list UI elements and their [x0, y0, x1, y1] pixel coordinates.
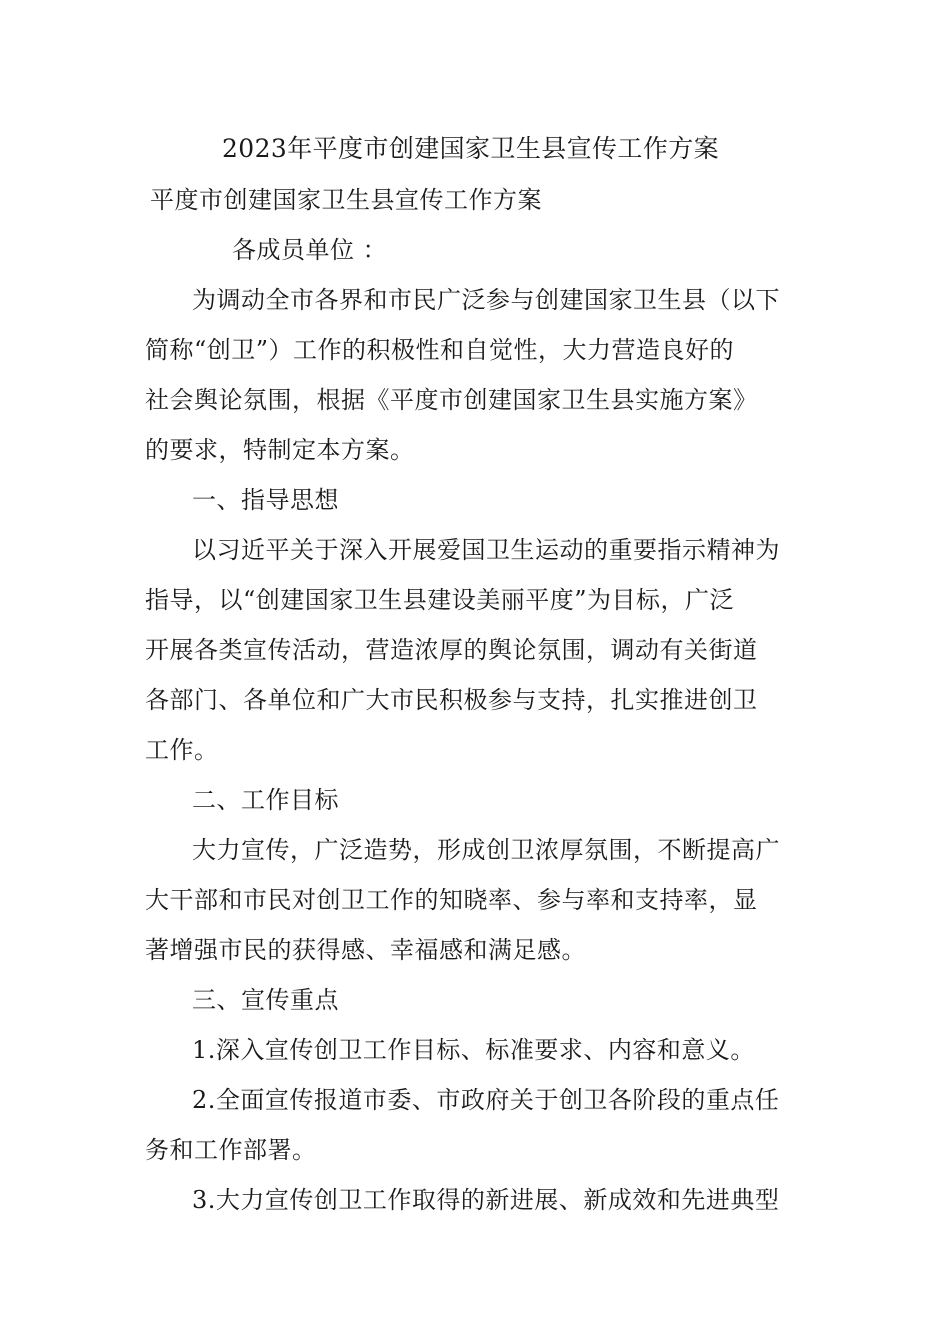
section-heading: 一、指导思想 [192, 486, 339, 514]
list-item: 3.大力宣传创卫工作取得的新进展、新成效和先进典型 [192, 1186, 780, 1214]
intro-line: 社会舆论氛围，根据《平度市创建国家卫生县实施方案》 [145, 386, 758, 414]
salutation: 各成员单位 ： [232, 236, 388, 264]
section-line: 大力宣传，广泛造势，形成创卫浓厚氛围，不断提高广 [192, 836, 780, 864]
section-line: 开展各类宣传活动，营造浓厚的舆论氛围，调动有关街道 [145, 636, 758, 664]
document-title: 2023年平度市创建国家卫生县宣传工作方案 [222, 134, 720, 163]
section-line: 大干部和市民对创卫工作的知晓率、参与率和支持率，显 [145, 886, 758, 914]
list-item-continuation: 务和工作部署。 [145, 1136, 317, 1164]
intro-line: 简称“创卫”）工作的积极性和自觉性，大力营造良好的 [145, 336, 735, 364]
section-heading: 二、工作目标 [192, 786, 339, 814]
section-heading: 三、宣传重点 [192, 986, 339, 1014]
list-item: 1.深入宣传创卫工作目标、标准要求、内容和意义。 [192, 1036, 755, 1064]
intro-line: 为调动全市各界和市民广泛参与创建国家卫生县（以下 [192, 286, 780, 314]
section-line: 各部门、各单位和广大市民积极参与支持，扎实推进创卫 [145, 686, 758, 714]
list-item: 2.全面宣传报道市委、市政府关于创卫各阶段的重点任 [192, 1086, 780, 1114]
section-line: 著增强市民的获得感、幸福感和满足感。 [145, 936, 586, 964]
section-line: 指导，以“创建国家卫生县建设美丽平度”为目标，广泛 [145, 586, 735, 614]
document-subtitle: 平度市创建国家卫生县宣传工作方案 [150, 186, 542, 214]
section-line: 以习近平关于深入开展爱国卫生运动的重要指示精神为 [192, 536, 780, 564]
section-line: 工作。 [145, 736, 219, 764]
intro-line: 的要求，特制定本方案。 [145, 436, 415, 464]
